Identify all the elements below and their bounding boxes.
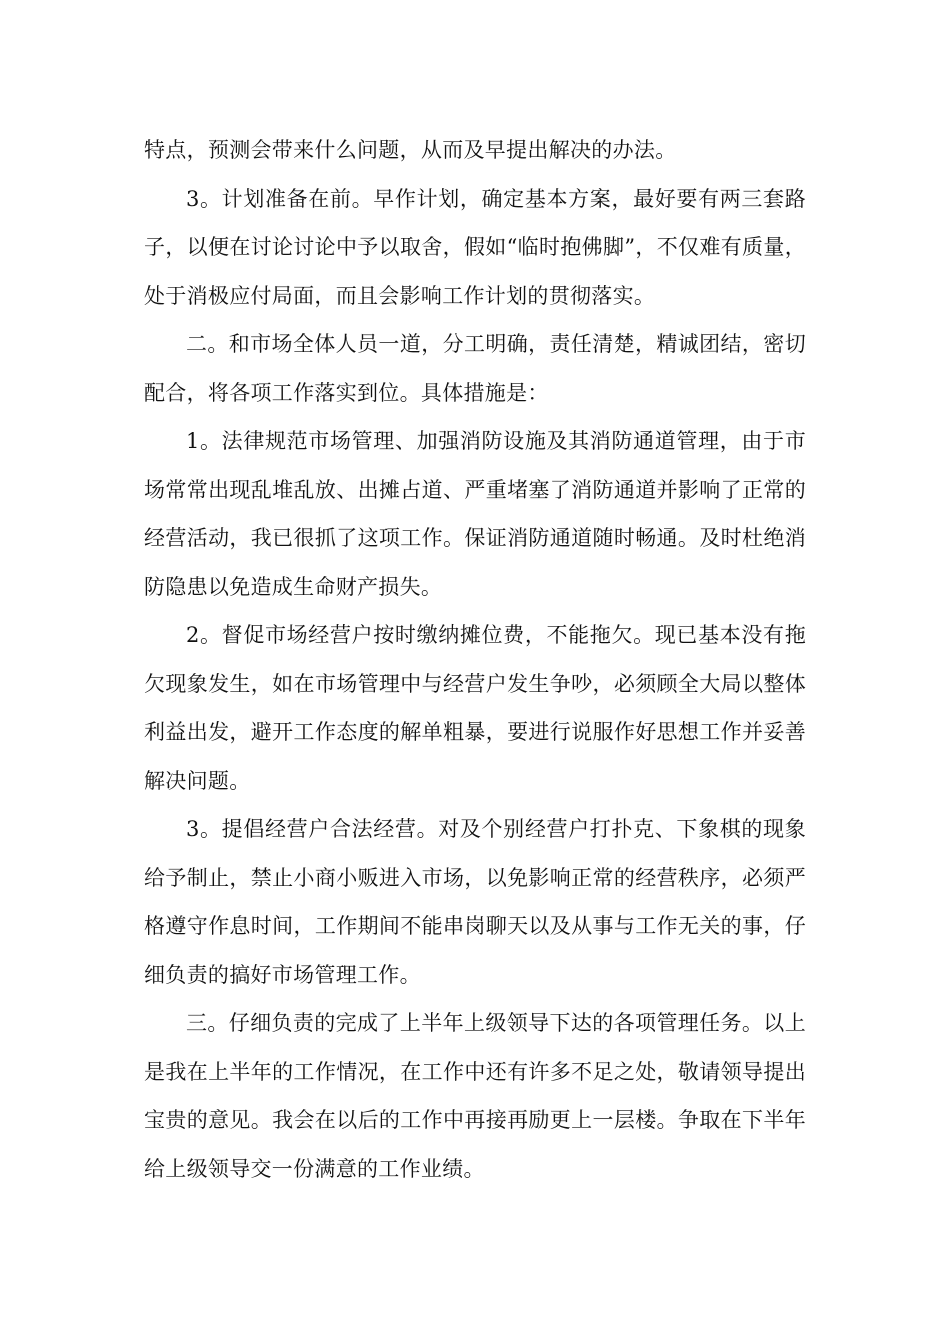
paragraph-stall-fees: 2。督促市场经营户按时缴纳摊位费，不能拖欠。现已基本没有拖欠现象发生，如在市场管理中与经营户发生争吵，必须顾全大局以整体利益出发，避开工作态度的解单粗暴，要进行说服作好思想工作并妥善解决问题。: [144, 623, 806, 793]
paragraph-section-three: 三。仔细负责的完成了上半年上级领导下达的各项管理任务。以上是我在上半年的工作情况，在工作中还有许多不足之处，敬请领导提出宝贵的意见。我会在以后的工作中再接再励更上一层楼。争取在下半年给上级领导交一份满意的工作业绩。: [144, 1011, 806, 1181]
paragraph-plan-ahead: 3。计划准备在前。早作计划，确定基本方案，最好要有两三套路子，以便在讨论讨论中予以取舍，假如“临时抱佛脚”，不仅难有质量，处于消极应付局面，而且会影响工作计划的贯彻落实。: [144, 186, 806, 308]
paragraph-section-two: 二。和市场全体人员一道，分工明确，责任清楚，精诚团结，密切配合，将各项工作落实到位。具体措施是：: [144, 332, 806, 405]
paragraph-continuation: 特点，预测会带来什么问题，从而及早提出解决的办法。: [144, 138, 677, 162]
paragraph-fire-safety: 1。法律规范市场管理、加强消防设施及其消防通道管理，由于市场常常出现乱堆乱放、出摊占道、严重堵塞了消防通道并影响了正常的经营活动，我已很抓了这项工作。保证消防通道随时畅通。及时杜绝消防隐患以免造成生命财产损失。: [144, 429, 806, 599]
document-body: [144, 126, 806, 1193]
paragraph-legal-operation: 3。提倡经营户合法经营。对及个别经营户打扑克、下象棋的现象给予制止，禁止小商小贩进入市场，以免影响正常的经营秩序，必须严格遵守作息时间，工作期间不能串岗聊天以及从事与工作无关的事，仔细负责的搞好市场管理工作。: [144, 817, 806, 987]
